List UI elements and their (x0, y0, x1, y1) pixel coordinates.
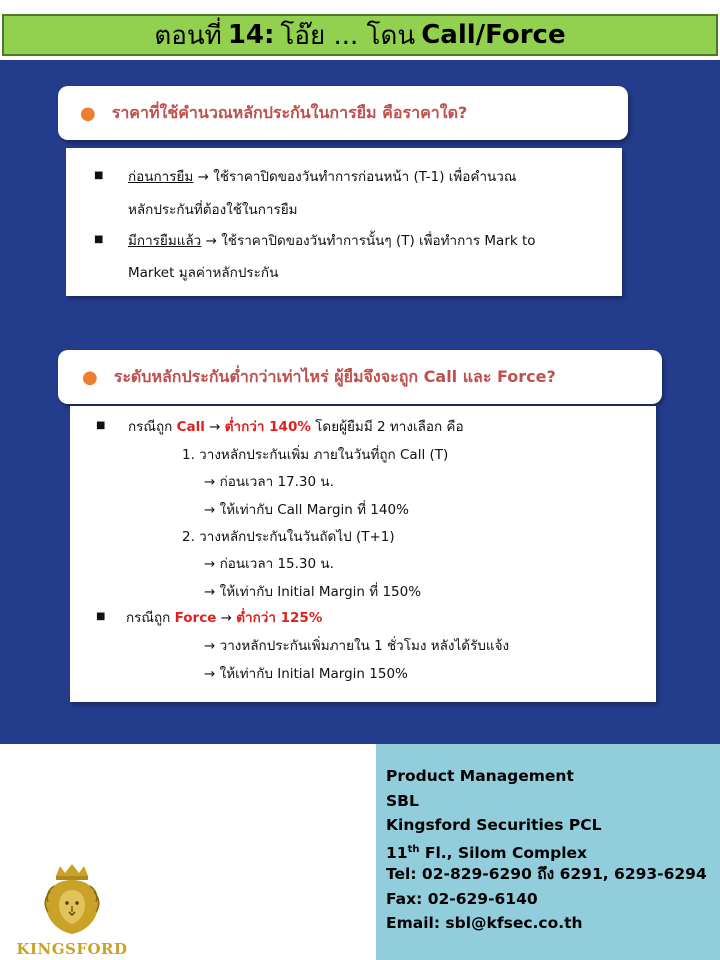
call-threshold: ต่ำกว่า 140% (224, 419, 311, 435)
arrow-right-icon: → (197, 169, 209, 185)
answer-1-item-2-label: มีการยืมแล้ว (128, 233, 202, 249)
contact-company: Kingsford Securities PCL (386, 816, 602, 834)
arrow-right-icon: → (204, 556, 216, 572)
question-1-text: ราคาที่ใช้คำนวณหลักประกันในการยืม คือราคาใด? (111, 102, 468, 122)
force-case-line (126, 606, 322, 628)
kingsford-logo (10, 862, 134, 958)
title-keyword: Call/Force (421, 20, 566, 50)
bullet-square-icon: ■ (96, 420, 106, 431)
page-title (2, 14, 718, 56)
answer-1-item-1-text: ใช้ราคาปิดของวันทำการก่อนหน้า (T-1) เพื่อคำนวณ (213, 169, 517, 185)
question-2-text: ระดับหลักประกันต่ำกว่าเท่าไหร่ ผู้ยืมจึงจะถูก Call และ Force? (113, 366, 556, 386)
question-1-box (58, 86, 628, 140)
force-keyword: Force (174, 610, 217, 626)
force-item-b (204, 662, 408, 684)
arrow-right-icon: → (204, 502, 216, 518)
title-number: 14: (227, 20, 275, 50)
logo-text: KINGSFORD (16, 940, 128, 958)
force-item-a-text: วางหลักประกันเพิ่มภายใน 1 ชั่วโมง หลังได้รับแจ้ง (219, 638, 510, 654)
call-option-2-a (204, 552, 334, 574)
force-item-a (204, 634, 509, 656)
call-option-1-b-text: ให้เท่ากับ Call Margin ที่ 140% (219, 502, 409, 518)
call-option-1-b (204, 498, 409, 520)
answer-1-item-2-text: ใช้ราคาปิดของวันทำการนั้นๆ (T) เพื่อทำการ Mark to (221, 233, 536, 249)
call-keyword: Call (176, 419, 205, 435)
contact-unit: SBL (386, 791, 419, 810)
arrow-right-icon: → (204, 584, 216, 600)
answer-1-item-1-label: ก่อนการยืม (128, 169, 194, 185)
answer-1-item-2-line-1 (128, 229, 536, 251)
answer-1-item-1-line-2: หลักประกันที่ต้องใช้ในการยืม (128, 202, 298, 218)
call-case-line (128, 415, 464, 437)
call-option-2: 2. วางหลักประกันในวันถัดไป (T+1) (182, 529, 395, 545)
arrow-right-icon: → (220, 610, 232, 626)
call-prefix: กรณีถูก (128, 419, 173, 435)
force-item-b-text: ให้เท่ากับ Initial Margin 150% (219, 666, 408, 682)
force-prefix: กรณีถูก (126, 610, 171, 626)
answer-1-box (66, 148, 622, 296)
bullet-square-icon: ■ (94, 170, 104, 181)
contact-fax: Fax: 02-629-6140 (386, 889, 538, 908)
arrow-right-icon: → (204, 638, 216, 654)
answer-1-item-2-line-2: Market มูลค่าหลักประกัน (128, 265, 279, 281)
bullet-square-icon: ■ (96, 611, 106, 622)
title-prefix: ตอนที่ (154, 20, 222, 51)
arrow-right-icon: → (205, 233, 217, 249)
floor-rest: Fl., Silom Complex (419, 843, 588, 862)
answer-1-item-1-line-1 (128, 165, 516, 187)
question-2-box (58, 350, 662, 404)
logo-area (0, 744, 376, 960)
answer-2-box (70, 406, 656, 702)
arrow-right-icon: → (204, 666, 216, 682)
contact-panel (376, 744, 720, 960)
floor-number: 11 (386, 843, 408, 862)
floor-suffix: th (407, 843, 420, 855)
call-option-1: 1. วางหลักประกันเพิ่ม ภายในวันที่ถูก Call (T) (182, 447, 449, 463)
contact-department: Product Management (386, 767, 574, 785)
bullet-dot-icon: ● (82, 366, 98, 388)
call-option-2-b-text: ให้เท่ากับ Initial Margin ที่ 150% (219, 584, 422, 600)
call-option-1-a-text: ก่อนเวลา 17.30 น. (219, 474, 334, 490)
arrow-right-icon: → (209, 419, 221, 435)
contact-email[interactable]: Email: sbl@kfsec.co.th (386, 914, 583, 932)
bullet-square-icon: ■ (94, 234, 104, 245)
contact-address (386, 838, 720, 863)
title-middle: โอ๊ย ... โดน (280, 20, 416, 51)
call-suffix: โดยผู้ยืมมี 2 ทางเลือก คือ (315, 419, 464, 435)
call-option-1-a (204, 470, 334, 492)
bullet-dot-icon: ● (80, 102, 96, 124)
call-option-2-b (204, 580, 421, 602)
call-option-2-a-text: ก่อนเวลา 15.30 น. (219, 556, 334, 572)
force-threshold: ต่ำกว่า 125% (236, 610, 323, 626)
arrow-right-icon: → (204, 474, 216, 490)
lion-crest-icon (10, 862, 134, 940)
contact-tel: Tel: 02-829-6290 ถึง 6291, 6293-6294 (386, 865, 707, 883)
